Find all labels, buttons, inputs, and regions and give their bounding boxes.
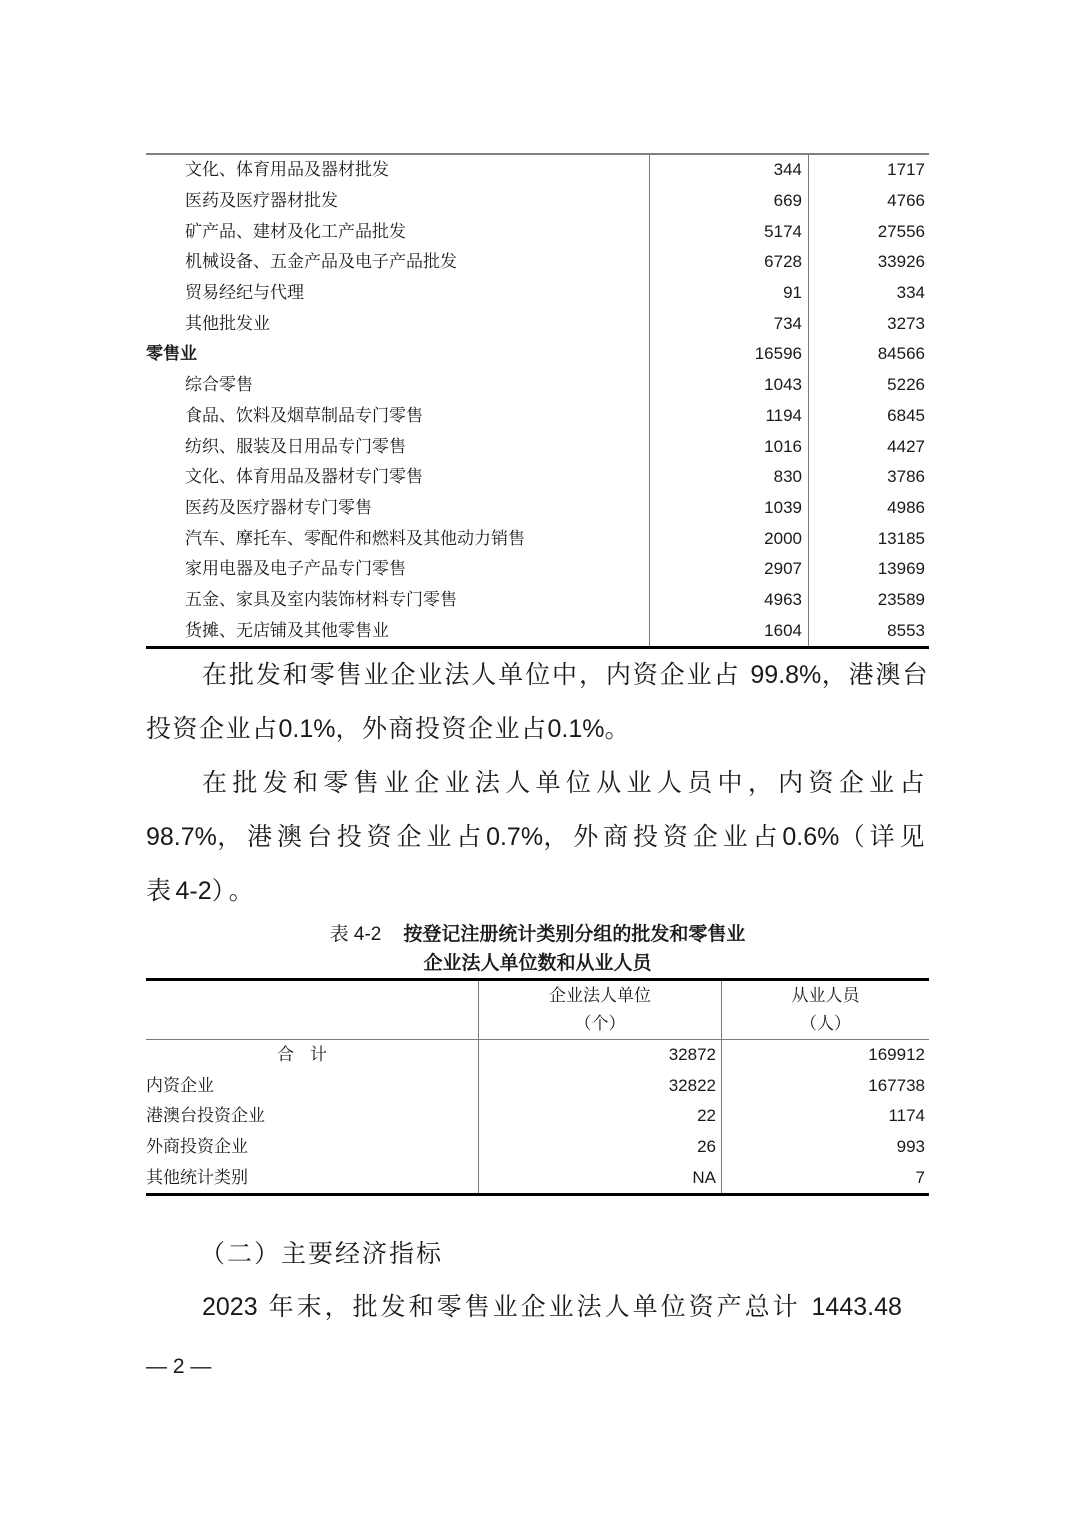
row-label-cell	[146, 154, 650, 186]
row-label-cell	[146, 493, 650, 524]
hmt-share-value: 0.1%	[278, 715, 336, 743]
row-label: 贸易经纪与代理	[185, 283, 304, 303]
header-blank	[146, 980, 479, 1040]
employees-value: 27556	[877, 221, 925, 241]
row-label: 汽车、摩托车、零配件和燃料及其他动力销售	[185, 528, 525, 548]
table-row	[146, 401, 929, 432]
employees-value: 5226	[887, 375, 925, 395]
row-label: 文化、体育用品及器材批发	[185, 160, 389, 180]
table-row	[146, 216, 929, 247]
row-label: 外商投资企业	[146, 1132, 479, 1163]
row-label-cell	[146, 431, 650, 462]
table-row	[146, 247, 929, 278]
text: ，外商投资企业占	[543, 822, 783, 851]
text: ，港澳台投资企业占	[216, 822, 487, 851]
units-value: 1039	[650, 493, 809, 524]
row-label-cell	[146, 523, 650, 554]
units-value: 5174	[650, 216, 809, 247]
text: 在批发和零售业企业法人单位从业人员中，内资企业占	[202, 768, 929, 797]
table-row	[146, 278, 929, 309]
employees-value: 13185	[877, 528, 925, 548]
row-label-cell	[146, 615, 650, 647]
row-label: 货摊、无店铺及其他零售业	[185, 620, 389, 640]
row-label-cell	[146, 278, 650, 309]
table-row	[146, 493, 929, 524]
units-value: 2000	[650, 523, 809, 554]
table-row	[146, 308, 929, 339]
row-label-cell	[146, 554, 650, 585]
employees-value: 6845	[887, 405, 925, 425]
employees-value: 334	[896, 283, 925, 303]
row-label: 五金、家具及室内装饰材料专门零售	[185, 589, 457, 609]
text: （详见表	[146, 822, 929, 905]
units-value: 32822	[479, 1071, 722, 1102]
employees-value: 23589	[877, 589, 925, 609]
row-label-cell	[146, 247, 650, 278]
foreign-employee-share-value: 0.6%	[782, 823, 840, 851]
domestic-employee-share-value: 98.7%	[146, 823, 217, 851]
section-heading: （二）主要经济指标	[200, 1239, 444, 1268]
table-number: 表 4-2	[329, 924, 382, 945]
text: 在批发和零售业企业法人单位中，内资企业占	[202, 660, 751, 689]
row-label: 综合零售	[185, 375, 253, 395]
table-row	[146, 1162, 929, 1194]
page-number: — 2 —	[146, 1355, 212, 1378]
units-value: NA	[479, 1162, 722, 1194]
row-label: 文化、体育用品及器材专门零售	[185, 467, 423, 487]
row-label-cell	[146, 216, 650, 247]
header-units	[479, 980, 722, 1040]
table-row	[146, 431, 929, 462]
employees-value: 3786	[887, 467, 925, 487]
table-caption-line2: 企业法人单位数和从业人员	[423, 953, 652, 974]
table-row	[146, 615, 929, 647]
row-label: 纺织、服装及日用品专门零售	[185, 436, 406, 456]
table-header-row	[146, 980, 929, 1040]
paragraph-assets	[146, 1280, 929, 1334]
text: ，港澳台投资企业占	[146, 660, 929, 743]
table-caption-line1	[146, 921, 929, 949]
employees-value: 33926	[877, 252, 925, 272]
table-row	[146, 370, 929, 401]
text: 年末，批发和零售业企业法人单位资产总计	[257, 1292, 812, 1321]
employees-value: 84566	[877, 344, 925, 364]
foreign-share-value: 0.1%	[547, 715, 605, 743]
employees-value: 4766	[887, 191, 925, 211]
table-row	[146, 585, 929, 616]
row-label-cell	[146, 585, 650, 616]
row-label-cell	[146, 186, 650, 217]
row-label-cell	[146, 308, 650, 339]
table-row	[146, 554, 929, 585]
total-row	[146, 1040, 929, 1071]
units-value: 344	[650, 154, 809, 186]
row-label: 合计	[146, 1040, 479, 1071]
row-label: 港澳台投资企业	[146, 1101, 479, 1132]
total-assets-value: 1443.48	[811, 1293, 902, 1321]
employees-value: 993	[896, 1137, 925, 1157]
employees-value: 8553	[887, 620, 925, 640]
units-value: 2907	[650, 554, 809, 585]
units-value: 734	[650, 308, 809, 339]
units-value: 22	[479, 1101, 722, 1132]
units-value: 6728	[650, 247, 809, 278]
row-label: 食品、饮料及烟草制品专门零售	[185, 405, 423, 425]
row-label-cell	[146, 462, 650, 493]
units-value: 16596	[650, 339, 809, 370]
row-label-cell	[146, 370, 650, 401]
header-units-title: 企业法人单位	[549, 986, 651, 1005]
paragraph-employees-share	[146, 756, 929, 918]
table-row	[146, 339, 929, 370]
units-value: 1194	[650, 401, 809, 432]
text: 。	[604, 714, 632, 743]
units-value: 1016	[650, 431, 809, 462]
table-title: 按登记注册统计类别分组的批发和零售业	[403, 924, 746, 945]
units-value: 26	[479, 1132, 722, 1163]
row-label: 零售业	[146, 344, 197, 364]
table-row	[146, 462, 929, 493]
units-value: 669	[650, 186, 809, 217]
employees-value: 13969	[877, 559, 925, 579]
header-employees	[722, 980, 930, 1040]
hmt-employee-share-value: 0.7%	[486, 823, 544, 851]
table-row	[146, 1071, 929, 1102]
table-reference: 4-2	[175, 877, 212, 905]
text: ）。	[211, 876, 259, 905]
header-employees-unit: （人）	[800, 1014, 851, 1033]
header-units-unit: （个）	[574, 1014, 626, 1033]
employees-value: 3273	[887, 313, 925, 333]
table-row	[146, 1101, 929, 1132]
row-label: 机械设备、五金产品及电子产品批发	[185, 252, 457, 272]
employees-value: 1174	[888, 1106, 925, 1126]
employees-value: 4427	[887, 436, 925, 456]
row-label: 医药及医疗器材批发	[185, 191, 338, 211]
table-row	[146, 154, 929, 186]
wholesale-retail-subcategory-table	[146, 153, 929, 649]
row-label: 家用电器及电子产品专门零售	[185, 559, 406, 579]
units-value: 4963	[650, 585, 809, 616]
table-row	[146, 523, 929, 554]
table-row	[146, 186, 929, 217]
units-value: 91	[650, 278, 809, 309]
employees-value: 7	[915, 1167, 925, 1187]
employees-value: 167738	[868, 1075, 925, 1095]
row-label: 内资企业	[146, 1071, 479, 1102]
text: ，外商投资企业占	[335, 714, 548, 743]
paragraph-legal-units-share	[146, 648, 929, 756]
row-label: 其他批发业	[185, 313, 270, 333]
row-label-cell	[146, 339, 650, 370]
year-value: 2023	[202, 1293, 258, 1321]
employees-value: 169912	[868, 1045, 925, 1065]
registration-type-table	[146, 978, 929, 1196]
domestic-share-value: 99.8%	[750, 661, 822, 689]
units-value: 1604	[650, 615, 809, 647]
employees-value: 1717	[887, 160, 925, 180]
units-value: 32872	[479, 1040, 722, 1071]
table-row	[146, 1132, 929, 1163]
header-employees-title: 从业人员	[791, 986, 860, 1005]
row-label-cell	[146, 401, 650, 432]
units-value: 1043	[650, 370, 809, 401]
units-value: 830	[650, 462, 809, 493]
employees-value: 4986	[887, 497, 925, 517]
row-label: 矿产品、建材及化工产品批发	[185, 221, 406, 241]
row-label: 其他统计类别	[146, 1162, 479, 1194]
row-label: 医药及医疗器材专门零售	[185, 497, 372, 517]
